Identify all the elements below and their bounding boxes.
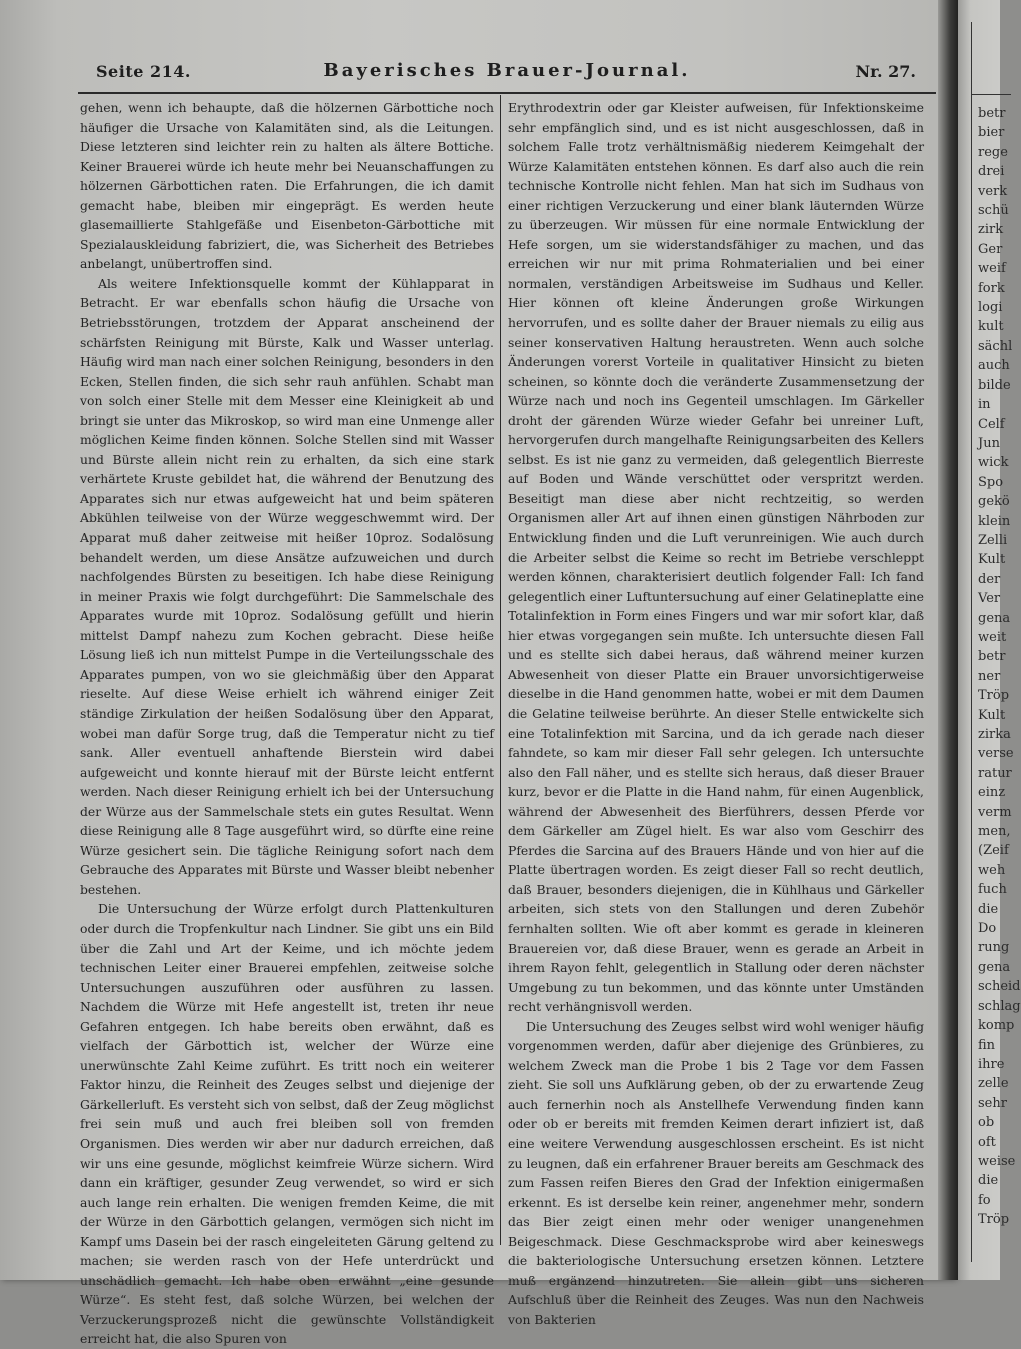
adjacent-fragment: in <box>978 397 991 413</box>
adjacent-fragment: sächl <box>978 338 1013 354</box>
adjacent-fragment: komp <box>978 1018 1015 1034</box>
adjacent-fragment: gena <box>978 610 1011 626</box>
paragraph: Als weitere Infektionsquelle kommt der Kühlapparat in Betracht. Er war ebenfalls schon häufig die Ursache von Betriebsstörungen, trotzdem der Apparat anscheinend der schärfsten Reinigung mit Bürste, Kalk und Wasser unterlag. Häufig wird man nach einer solchen Reinigung, besonders in den Ecken, Stellen finden, die sich sehr rauh anfühlen. Schabt man von solch einer Stelle mit dem Messer eine Kleinigkeit ab und bringt sie unter das Mikroskop, so wird man eine Unmenge aller möglichen Keime finden können. Solche Stellen sind mit Wasser und Bürste allein nicht rein zu erhalten, da sich eine stark verhärtete Kruste gebildet hat, die während der Benutzung des Apparates sich nur etwas aufgeweicht hat und beim späteren Abkühlen teilweise von der Würze weggeschwemmt wird. Der Apparat muß daher zeitweise mit heißer 10proz. Sodalösung behandelt werden, um diese Ansätze aufzuweichen und durch nachfolgendes Bürsten zu beseitigen. Ich habe diese Reinigung in meiner Praxis wie folgt durchgeführt: Die Sammelschale des Apparates wurde mit 10proz. Sodalösung gefüllt und hierin mittelst Dampf nahezu zum Kochen gebracht. Diese heiße Lösung ließ ich nun mittelst Pumpe in die Verteilungsschale des Apparates pumpen, von wo sie gleichmäßig über den Apparat rieselte. Auf diese Weise erhielt ich während einiger Zeit ständige Zirkulation der heißen Sodalösung über den Apparat, wobei man dafür Sorge trug, daß die Temperatur nicht zu tief sank. Aller eventuell anhaftende Bierstein wird dabei aufgeweicht und konnte hierauf mit der Bürste leicht entfernt werden. Nach dieser Reinigung erhielt ich bei der Untersuchung der Würze aus der Sammelschale stets ein gutes Resultat. Wenn diese Reinigung alle 8 Tage ausgeführt wird, so dürfte eine reine Würze gesichert sein. Die tägliche Reinigung sofort nach dem Gebrauche des Apparates mit Bürste und Wasser bleibt nebenher bestehen. <box>80 275 494 897</box>
adjacent-fragment: Tröp <box>978 1212 1010 1228</box>
adjacent-fragment: verse <box>978 746 1014 762</box>
adjacent-fragment: Kult <box>978 552 1006 568</box>
adjacent-fragment: Spo <box>978 474 1004 490</box>
adjacent-fragment: fo <box>978 1192 991 1208</box>
adjacent-fragment: gekö <box>978 494 1010 510</box>
adjacent-fragment: verk <box>978 183 1008 199</box>
journal-title: Bayerisches Brauer-Journal. <box>323 60 691 81</box>
adjacent-fragment: Jun <box>978 435 1000 451</box>
adjacent-fragment: ob <box>978 1115 995 1131</box>
adjacent-fragment: weh <box>978 862 1006 878</box>
adjacent-fragment: schü <box>978 203 1009 219</box>
left-column <box>80 98 494 1349</box>
adjacent-page-edge <box>958 0 1021 1280</box>
adjacent-fragment: bier <box>978 125 1005 141</box>
adjacent-fragment: der <box>978 571 1001 587</box>
adjacent-fragment: klein <box>978 513 1011 529</box>
adjacent-fragment: rege <box>978 144 1008 160</box>
adjacent-fragment: sehr <box>978 1095 1007 1111</box>
header-rule <box>78 92 936 94</box>
adjacent-fragment: rung <box>978 940 1010 956</box>
adjacent-fragment: fin <box>978 1037 996 1053</box>
paragraph: Die Untersuchung des Zeuges selbst wird wohl weniger häufig vorgenommen werden, dafür aber diejenige des Grünbieres, zu welchem Zweck man die Probe 1 bis 2 Tage vor dem Fassen zieht. Sie soll uns Aufklärung geben, ob der zu erwartende Zeug auch fernerhin noch als Anstellhefe Verwendung finden kann oder ob er bereits mit fremden Keimen derart infiziert ist, daß eine weitere Verwendung ausgeschlossen erscheint. Es ist nicht zu leugnen, daß ein erfahrener Brauer bereits am Geschmack des zum Fassen reifen Bieres den Grad der Infektion einigermaßen erkennt. Es ist derselbe kein reiner, angenehmer mehr, sondern das Bier zeigt einen mehr oder weniger unangenehmen Beigeschmack. Diese Geschmacksprobe wird aber keineswegs die bakteriologische Untersuchung ersetzen können. Letztere muß ergänzend hinzutreten. Sie allein gibt uns sicheren Aufschluß über die Reinheit des Zeuges. Was nun den Nachweis von Bakterien <box>508 1018 924 1327</box>
adjacent-fragment: einz <box>978 785 1006 801</box>
adjacent-fragment: bilde <box>978 377 1011 393</box>
adjacent-fragment: Celf <box>978 416 1005 432</box>
adjacent-fragment: ratur <box>978 765 1012 781</box>
column-divider <box>500 95 501 1245</box>
adjacent-fragment: verm <box>978 804 1012 820</box>
adjacent-header-rule <box>971 94 1011 95</box>
adjacent-fragment: wick <box>978 455 1009 471</box>
adjacent-fragment: weif <box>978 261 1006 277</box>
page-number: Seite 214. <box>96 62 191 81</box>
adjacent-fragment: gena <box>978 959 1011 975</box>
adjacent-fragment: men, <box>978 824 1011 840</box>
adjacent-fragment: drei <box>978 164 1005 180</box>
adjacent-fragment: betr <box>978 106 1006 121</box>
adjacent-fragment: auch <box>978 358 1010 374</box>
adjacent-fragment: Tröp <box>978 688 1010 704</box>
paragraph: Erythrodextrin oder gar Kleister aufweisen, für Infektionskeime sehr empfänglich sind, und es ist nicht ausgeschlossen, daß in solchem Falle trotz verhältnismäßig niederem Keimgehalt der Würze Kalamitäten entstehen können. Es darf also auch die rein technische Kontrolle nicht fehlen. Man hat sich im Sudhaus von einer richtigen Verzuckerung und einer blank läuternden Würze zu überzeugen. Wir müssen für eine normale Entwicklung der Hefe sorgen, um sie widerstandsfähiger zu machen, und das erreichen wir nur mit prima Rohmaterialien und bei einer normalen, verständigen Arbeitsweise im Sudhaus und Keller. Hier können oft kleine Änderungen große Wirkungen hervorrufen, und es sollte daher der Brauer niemals zu eilig aus seiner konservativen Haltung heraustreten. Wenn auch solche Änderungen vorerst Vorteile in qualitativer Hinsicht zu bieten scheinen, so könnte doch die veränderte Zusammensetzung der Würze nach und noch ins Gegenteil umschlagen. Im Gärkeller droht der gärenden Würze wieder Gefahr bei unreiner Luft, hervorgerufen durch mangelhafte Reinigungsarbeiten des Kellers selbst. Es ist nie ganz zu vermeiden, daß gelegentlich Bierreste auf Boden und Wände verschüttet oder verspritzt werden. Beseitigt man diese aber nicht rechtzeitig, so werden Organismen aller Art auf ihnen einen günstigen Nährboden zur Entwicklung finden und die Luft verunreinigen. Wie auch durch die Arbeiter selbst die Keime so recht im Betriebe verschleppt werden können, charakterisiert deutlich folgender Fall: Ich fand gelegentlich einer Luftuntersuchung auf einer Gelatineplatte eine Totalinfektion in Form eines Fingers und war mir sofort klar, daß hier etwas vorgegangen sein mußte. Ich untersuchte diesen Fall und es stellte sich dabei heraus, daß während meiner kurzen Abwesenheit von dieser Platte ein Brauer unvorsichtigerweise dieselbe in die Hand genommen hatte, wobei er mit dem Daumen die Gelatine teilweise berührte. An dieser Stelle entwickelte sich eine Totalinfektion mit Sarcina, und da ich gerade nach dieser fahndete, so kam mir dieser Fall sehr gelegen. Ich untersuchte also den Fall näher, und es stellte sich heraus, daß dieser Brauer kurz, bevor er die Platte in die Hand nahm, für einen Augenblick, während der Abwesenheit des Bierführers, dessen Pferde vor dem Gärkeller am Zügel hielt. Es war also vom Geschirr des Pferdes die Sarcina auf des Brauers Hände und von hier auf die Platte übertragen worden. Es zeigt dieser Fall so recht deutlich, daß Brauer, besonders diejenigen, die in Kühlhaus und Gärkeller arbeiten, sich stets von den Stallungen und deren Zubehör fernhalten sollten. Wie oft aber kommt es gerade in kleineren Brauereien vor, daß diese Brauer, wenn es gerade an Arbeit in ihrem Rayon fehlt, gelegentlich in Stallung oder deren nächster Umgebung zu tun bekommen, und das könnte unter Umständen recht verhängnisvoll werden. <box>508 100 924 1015</box>
adjacent-fragment: logi <box>978 300 1003 316</box>
adjacent-fragment: ner <box>978 668 1001 684</box>
adjacent-fragment: Ger <box>978 241 1003 257</box>
adjacent-fragment: zelle <box>978 1076 1009 1092</box>
adjacent-fragment: fork <box>978 280 1005 296</box>
paragraph: Die Untersuchung der Würze erfolgt durch Plattenkulturen oder durch die Tropfenkultur nach Lindner. Sie gibt uns ein Bild über die Zahl und Art der Keime, und ich möchte jedem technischen Leiter einer Brauerei empfehlen, zeitweise solche Untersuchungen auszuführen oder ausführen zu lassen. Nachdem die Würze mit Hefe angestellt ist, treten ihr neue Gefahren entgegen. Ich habe bereits oben erwähnt, daß es vielfach der Gärbottich ist, welcher der Würze eine unerwünschte Zahl Keime zuführt. Es tritt noch ein weiterer Faktor hinzu, die Reinheit des Zeuges selbst und diejenige der Gärkellerluft. Es versteht sich von selbst, daß der Zeug möglichst frei sein muß und auch frei bleiben soll von fremden Organismen. Dies werden wir aber nur dadurch erreichen, daß wir uns eine gesunde, möglichst keimfreie Würze sichern. Wird dann ein kräftiger, gesunder Zeug verwendet, so wird er sich auch lange rein erhalten. Die wenigen fremden Keime, die mit der Würze in den Gärbottich gelangen, vermögen sich nicht im Kampf ums Dasein bei der rasch eingeleiteten Gärung geltend zu machen; sie werden rasch von der Hefe unterdrückt und unschädlich gemacht. Ich habe oben erwähnt „eine gesunde Würze“. Es steht fest, daß solche Würzen, bei welchen der Verzuckerungsprozeß nicht die gewünschte Vollständigkeit erreicht hat, die also Spuren von <box>80 901 494 1347</box>
adjacent-fragment: zirka <box>978 727 1011 742</box>
adjacent-fragment: schlag <box>978 998 1021 1014</box>
adjacent-fragment: fuch <box>978 882 1007 898</box>
adjacent-fragment: die <box>978 901 999 917</box>
page-header <box>78 58 936 92</box>
book-gutter-shadow <box>938 0 960 1280</box>
adjacent-fragment: Zelli <box>978 532 1008 548</box>
adjacent-fragment: ihre <box>978 1056 1005 1072</box>
adjacent-fragment: (Zeif <box>978 843 1009 859</box>
adjacent-fragment: die <box>978 1173 999 1189</box>
adjacent-fragment: weit <box>978 629 1007 645</box>
adjacent-fragment: weise <box>978 1153 1016 1169</box>
adjacent-fragment: zirk <box>978 222 1004 238</box>
paragraph: gehen, wenn ich behaupte, daß die hölzernen Gärbottiche noch häufiger die Ursache von Kalamitäten sind, als die Leitungen. Diese letzteren sind leichter rein zu halten als ältere Bottiche. Keiner Brauerei würde ich heute mehr bei Neuanschaffungen zu hölzernen Gärbottichen raten. Die Erfahrungen, die ich damit gemacht habe, bleiben mir eingeprägt. Es werden heute glasemaillierte Stahlgefäße und Eisenbeton-Gärbottiche mit Spezialauskleidung fabriziert, die, was Sicherheit des Betriebes anbelangt, unübertroffen sind. <box>80 100 494 272</box>
adjacent-fragment: Kult <box>978 707 1006 723</box>
adjacent-fragment: oft <box>978 1134 996 1150</box>
adjacent-fragment: Do <box>978 921 997 937</box>
adjacent-fragment: scheid <box>978 979 1021 995</box>
right-column <box>508 98 924 1329</box>
adjacent-fragment: Ver <box>978 591 1001 607</box>
adjacent-fragment: betr <box>978 649 1006 665</box>
issue-number: Nr. 27. <box>855 62 916 81</box>
adjacent-fragment: kult <box>978 319 1004 335</box>
adjacent-text-fragments <box>958 104 1021 1230</box>
